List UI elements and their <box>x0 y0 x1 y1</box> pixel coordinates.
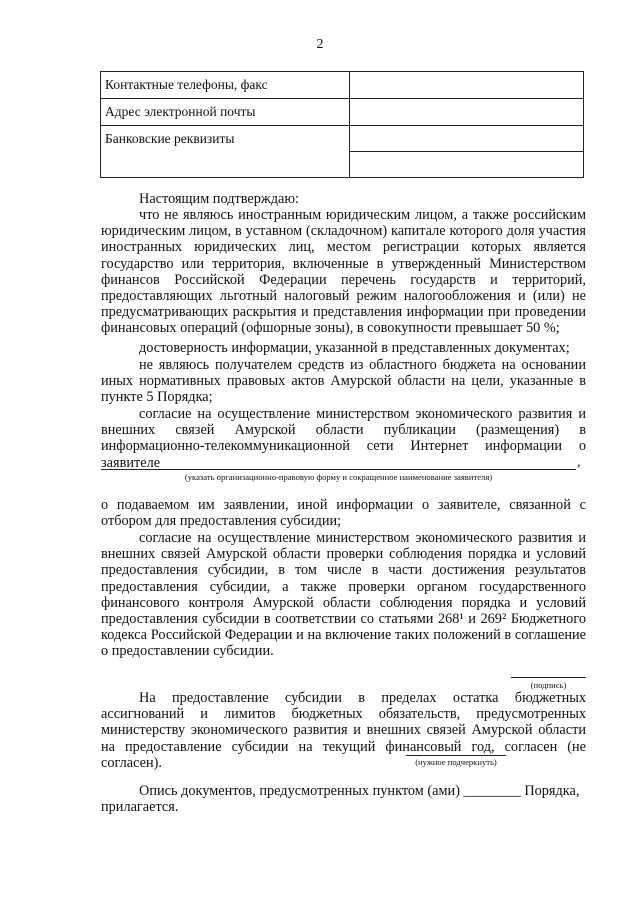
documents-inventory-paragraph <box>101 783 586 815</box>
underline-hint: (нужное подчеркнуть) <box>415 757 497 767</box>
bank-details-line-1 <box>350 126 583 151</box>
email-value <box>350 99 584 126</box>
confirm-heading: Настоящим подтверждаю: <box>139 191 300 207</box>
applicant-name-line <box>101 469 576 470</box>
confirmation-paragraph-2: достоверность информации, указанной в представленных документах; <box>139 340 570 356</box>
table-row <box>101 99 584 126</box>
confirmation-paragraph-5: согласие на осуществление министерством экономического развития и внешних связей Амурской области проверки соблюдения порядка и условий предоставления субсидии, в том числе в части достижения результатов предоставления субсидии, а также проверки органом государственного финансового контроля Амурской области соблюдения порядка и условий предоставления субсидии в соответствии со статьями 268¹ и 269² Бюджетного кодекса Российской Федерации и на включение таких положений в соглашение о предоставлении субсидии. <box>101 530 586 660</box>
confirmation-paragraph-4-end: о подаваемом им заявлении, иной информации о заявителе, связанной с отбором для предоставления субсидии; <box>101 497 586 530</box>
signature-line <box>511 677 586 678</box>
email-label: Адрес электронной почты <box>101 99 350 126</box>
confirmation-paragraph-3: не являюсь получателем средств из областного бюджета на основании иных нормативных правовых актов Амурской области на цели, указанные в пункте 5 Порядка; <box>101 357 586 406</box>
page-number: 2 <box>316 37 324 52</box>
inventory-text-a: Опись документов, предусмотренных пунктом (ами) <box>139 783 460 799</box>
inventory-text-c: прилагается. <box>101 799 179 816</box>
phone-fax-label: Контактные телефоны, факс <box>101 72 350 99</box>
bank-details-value <box>350 126 584 178</box>
applicant-line-comma: , <box>577 455 581 470</box>
inventory-blank: ________ <box>463 783 521 799</box>
contact-details-table <box>100 71 584 178</box>
signature-hint: (подпись) <box>530 680 567 690</box>
confirmation-paragraph-4-start: согласие на осуществление министерством экономического развития и внешних связей Амурской области публикации (размещения) в информационно-телекоммуникационной сети Интернет информации о заявителе <box>101 406 586 471</box>
bank-details-label: Банковские реквизиты <box>101 126 350 178</box>
table-row <box>101 72 584 99</box>
confirmation-paragraph-1: что не являюсь иностранным юридическим лицом, а также российским юридическим лицом, в уставном (складочном) капитале которого доля участия иностранных юридических лиц, местом регистрации которых является государство или территория, включенные в утвержденный Министерством финансов Российской Федерации перечень государств и территорий, предоставляющих льготный налоговый режим налогообложения и (или) не предусматривающих раскрытия и представления информации при проведении финансовых операций (офшорные зоны), в совокупности превышает 50 %; <box>101 207 586 337</box>
applicant-name-hint: (указать организационно-правовую форму и сокращенное наименование заявителя) <box>184 472 493 482</box>
phone-fax-value <box>350 72 584 99</box>
consent-paragraph: На предоставление субсидии в пределах остатка бюджетных ассигнований и лимитов бюджетных обязательств, предусмотренных министерству экономического развития и внешних связей Амурской области на предоставление субсидии на текущий финансовый год, согласен (не согласен). <box>101 690 586 771</box>
bank-details-line-2 <box>350 151 583 177</box>
inventory-text-b: Порядка, <box>524 783 580 799</box>
consent-underline-line <box>406 755 506 756</box>
table-row <box>101 126 584 178</box>
